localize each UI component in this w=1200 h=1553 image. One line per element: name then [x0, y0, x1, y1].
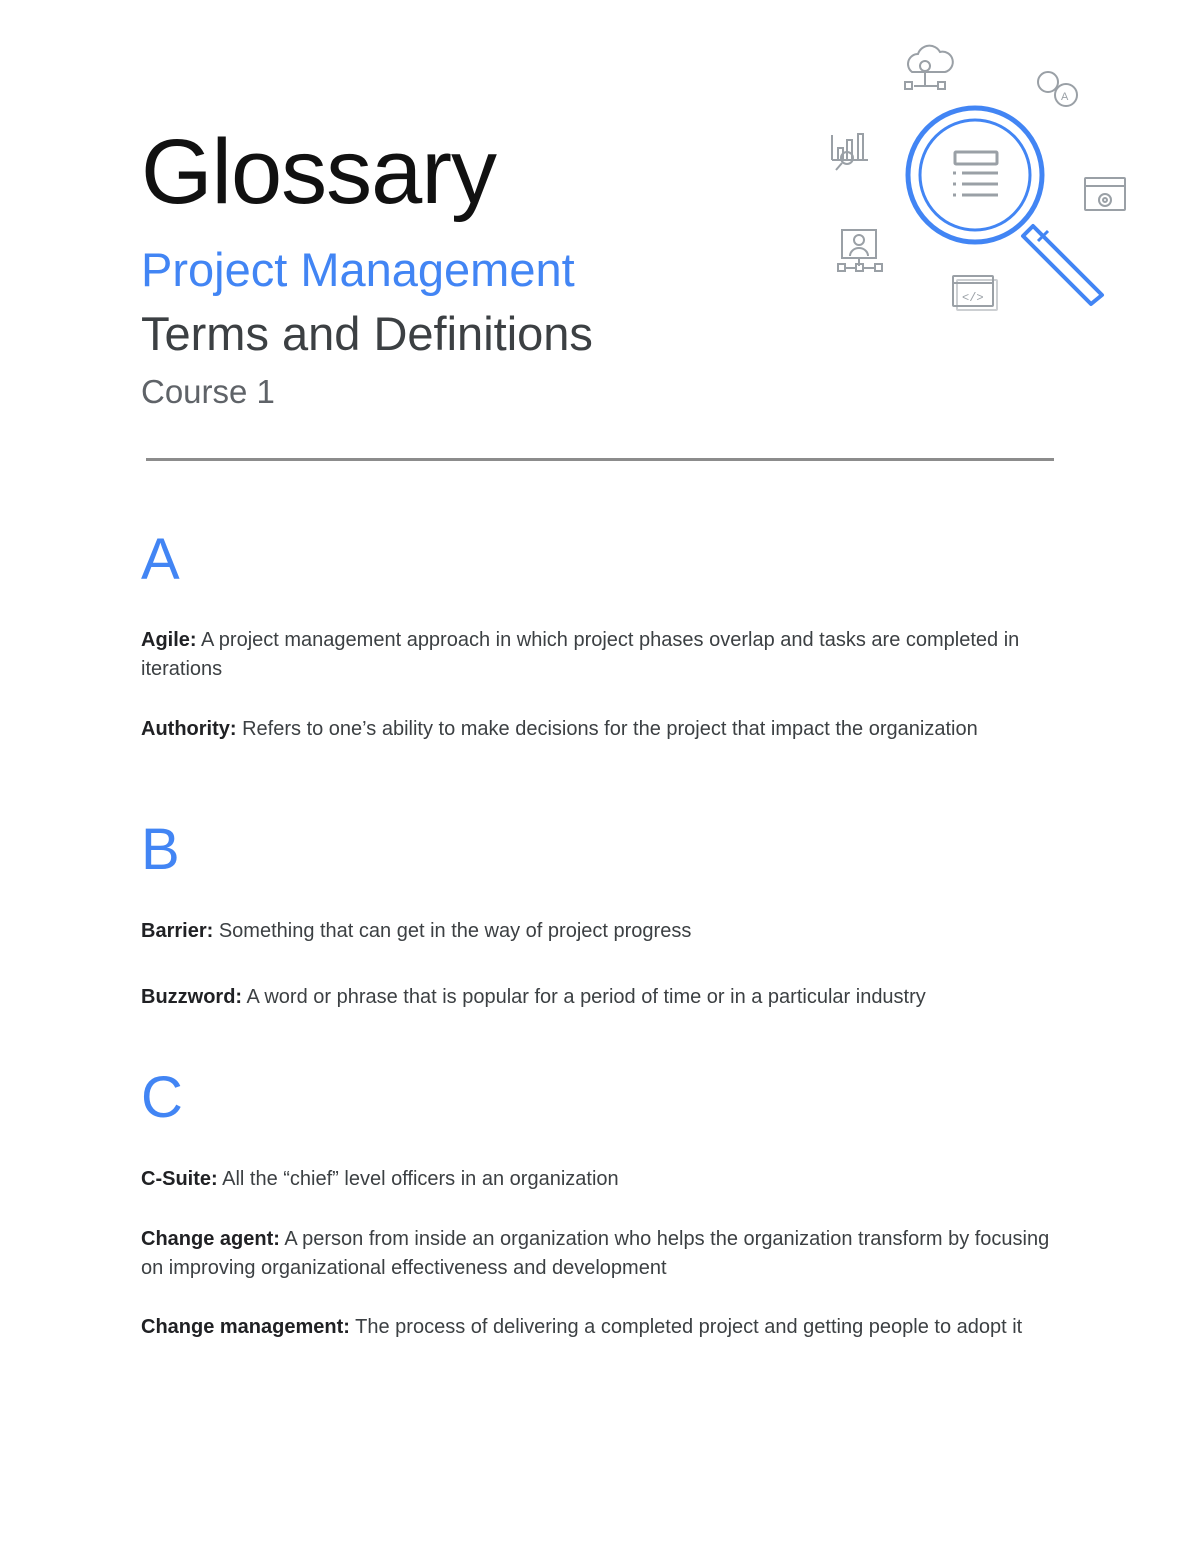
page-subtitle-secondary: Terms and Definitions: [141, 307, 593, 360]
entry-definition: Something that can get in the way of project progress: [218, 920, 692, 942]
entry-term: Buzzword:: [141, 986, 243, 1008]
user-hierarchy-icon: [838, 230, 882, 271]
header-divider: [146, 458, 1054, 461]
list-icon: [953, 152, 998, 195]
entry-definition: The process of delivering a completed project and getting people to adopt it: [355, 1316, 1023, 1338]
settings-window-icon: [1085, 178, 1125, 210]
page-title: Glossary: [141, 121, 496, 223]
section-letter-c: C: [141, 1065, 183, 1130]
section-letter-b: B: [141, 817, 180, 882]
glossary-entry: [141, 715, 1061, 744]
glossary-entry: [141, 1225, 1061, 1283]
glossary-illustration: [820, 40, 1140, 320]
glossary-entry: [141, 917, 1061, 946]
entry-term: Barrier:: [141, 920, 214, 942]
entry-definition: All the “chief” level officers in an organization: [222, 1168, 619, 1190]
entry-term: C-Suite:: [141, 1168, 218, 1190]
entry-term: Agile:: [141, 629, 197, 651]
chat-translate-icon: [1038, 72, 1077, 106]
section-letter-a: A: [141, 527, 180, 592]
svg-text:</>: </>: [962, 291, 984, 305]
magnifier-icon: [908, 108, 1102, 304]
entry-definition: A project management approach in which project phases overlap and tasks are completed in iterations: [141, 629, 1020, 680]
chart-search-icon: [832, 134, 868, 170]
glossary-entry: [141, 1165, 1061, 1194]
code-window-icon: [953, 276, 997, 310]
glossary-entry: [141, 1313, 1061, 1342]
glossary-entry: [141, 626, 1061, 684]
cloud-network-icon: [905, 46, 953, 89]
entry-definition: Refers to one’s ability to make decisions for the project that impact the organization: [242, 718, 978, 740]
svg-text:A: A: [1061, 91, 1069, 103]
entry-definition: A person from inside an organization who helps the organization transform by focusing on improving organizational effectiveness and development: [141, 1228, 1050, 1279]
entry-term: Change management:: [141, 1316, 350, 1338]
entry-definition: A word or phrase that is popular for a period of time or in a particular industry: [246, 986, 926, 1008]
page-subtitle: Project Management: [141, 243, 575, 296]
entry-term: Authority:: [141, 718, 237, 740]
glossary-entry: [141, 983, 1061, 1012]
course-label: Course 1: [141, 373, 275, 410]
entry-term: Change agent:: [141, 1228, 280, 1250]
